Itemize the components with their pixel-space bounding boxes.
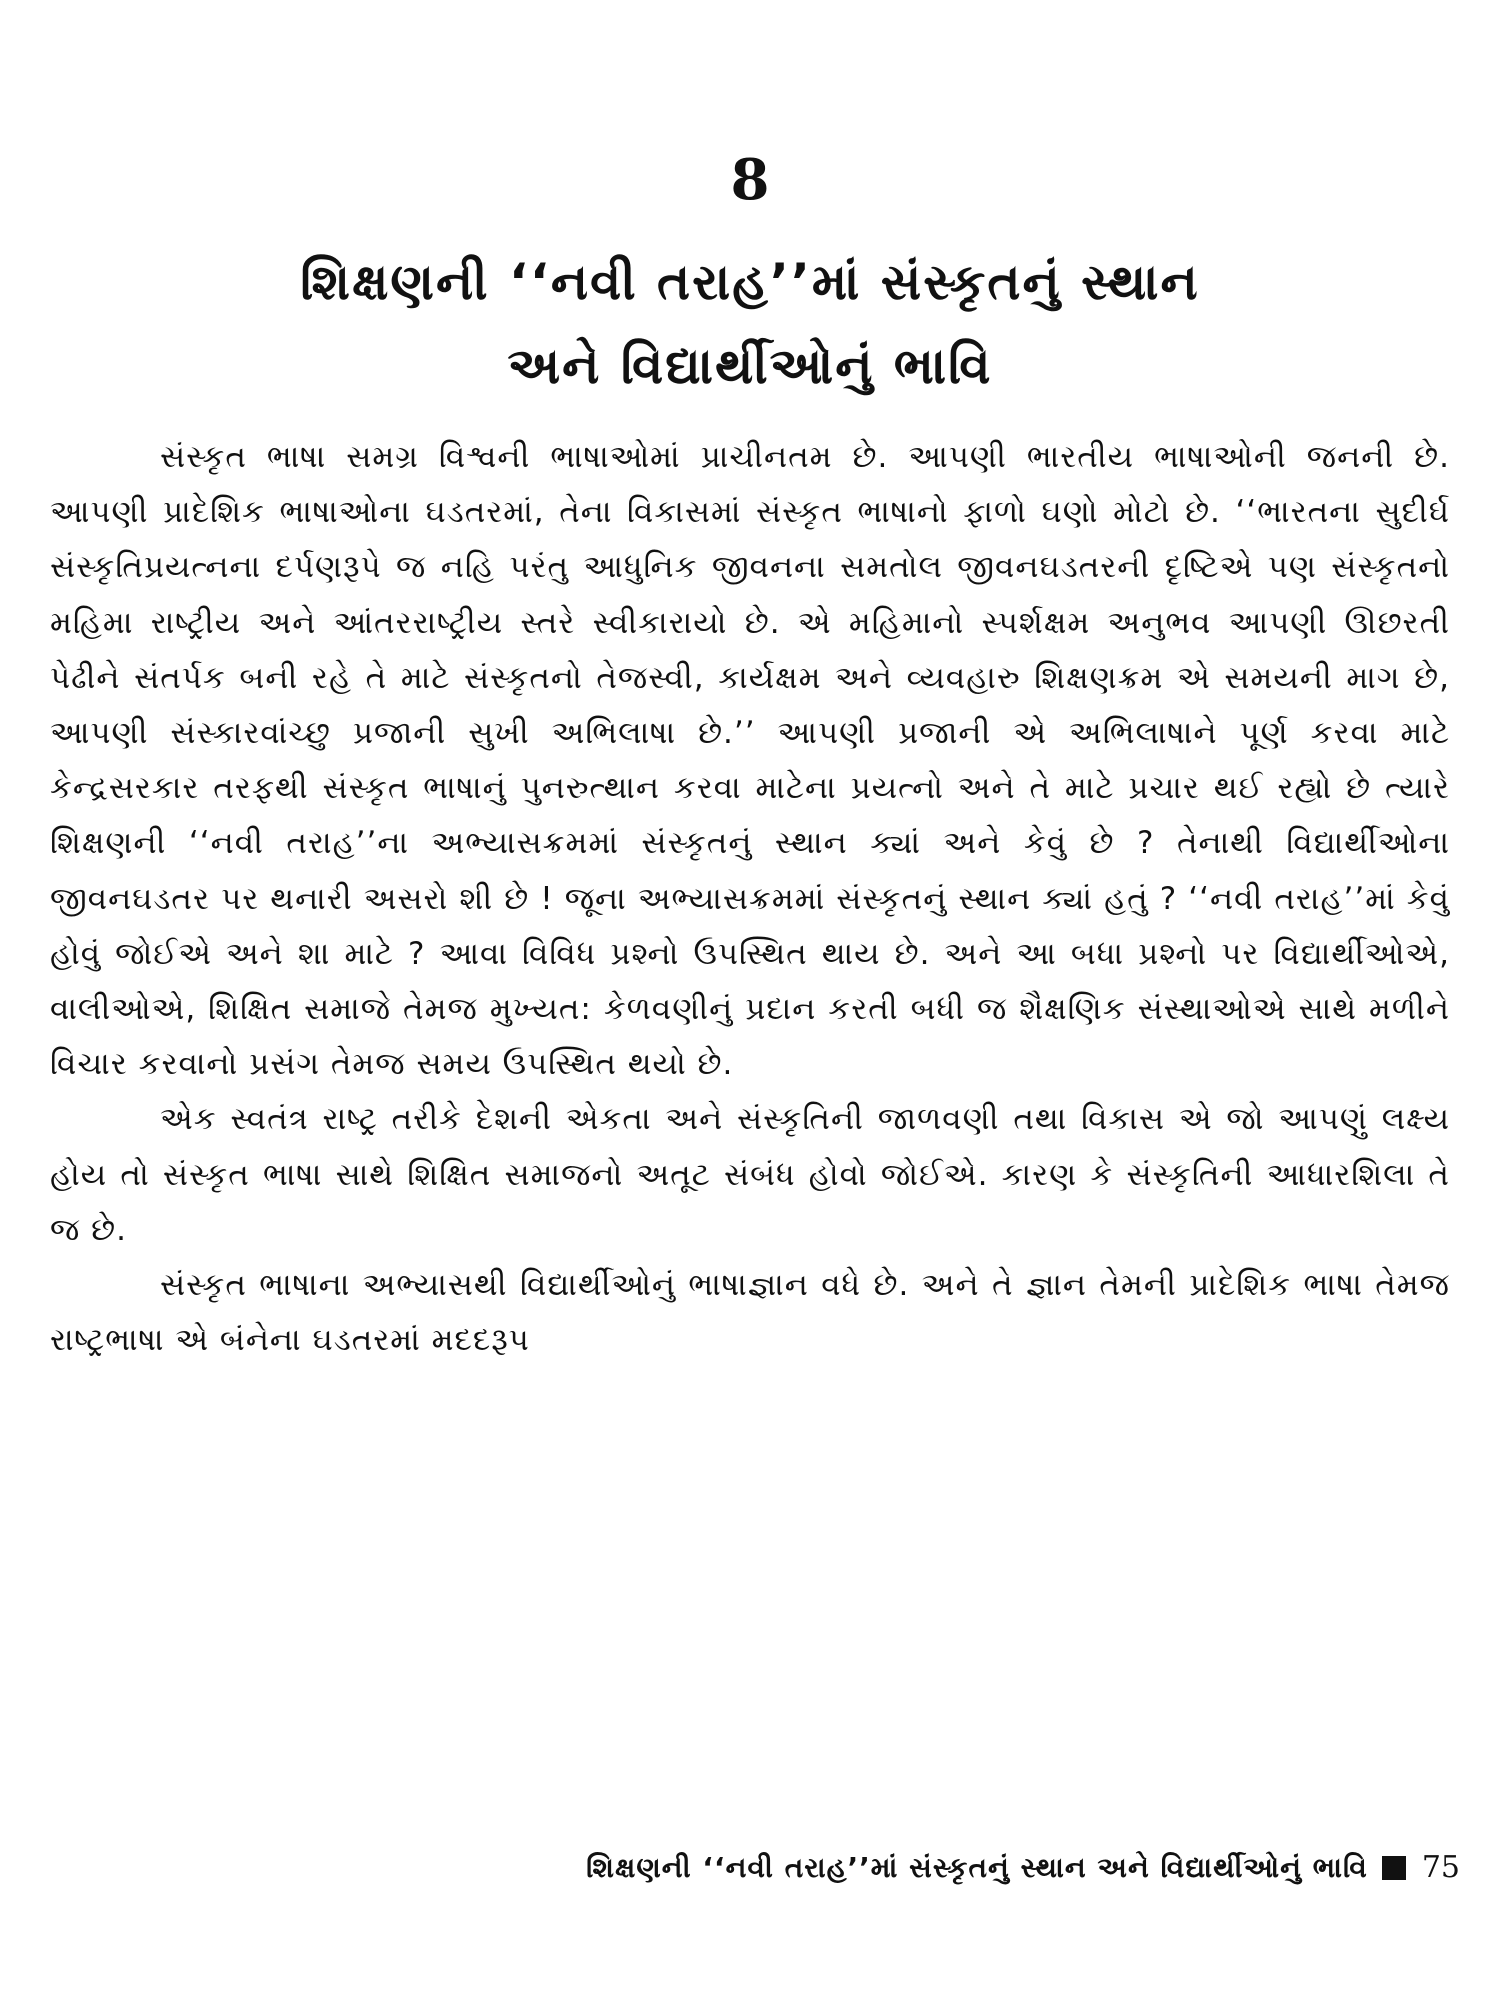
- page-number: 75: [1421, 1850, 1460, 1885]
- body-paragraph-2: એક સ્વતંત્ર રાષ્ટ્ર તરીકે દેશની એકતા અને સંસ્કૃતિની જાળવણી તથા વિકાસ એ જો આપણું લક્ષ્ય હોય તો સંસ્કૃત ભાષા સાથે શિક્ષિત સમાજનો અતૂટ સંબંધ હોવો જોઈએ. કારણ કે સંસ્કૃતિની આધારશિલા તે જ છે.: [50, 1101, 1450, 1248]
- page-footer: [120, 1848, 1460, 1888]
- chapter-number: 8: [730, 147, 770, 213]
- chapter-title-line-1: શિક્ષણની ‘‘નવી તરાહ’’માં સંસ્કૃતનું સ્થાન: [300, 253, 1200, 311]
- footer-square-icon: [1382, 1856, 1406, 1880]
- running-title: શિક્ષણની ‘‘નવી તરાહ’’માં સંસ્કૃતનું સ્થાન અને વિદ્યાર્થીઓનું ભાવિ: [586, 1851, 1368, 1884]
- chapter-title-line-2: અને વિદ્યાર્થીઓનું ભાવિ: [507, 337, 993, 395]
- body-paragraph-1: સંસ્કૃત ભાષા સમગ્ર વિશ્વની ભાષાઓમાં પ્રાચીનતમ છે. આપણી ભારતીય ભાષાઓની જનની છે. આપણી પ્રાદેશિક ભાષાઓના ઘડતરમાં, તેના વિકાસમાં સંસ્કૃત ભાષાનો ફાળો ઘણો મોટો છે. ‘‘ભારતના સુદીર્ઘ સંસ્કૃતિપ્રયત્નના દર્પણરૂપે જ નહિ પરંતુ આધુનિક જીવનના સમતોલ જીવનઘડતરની દૃષ્ટિએ પણ સંસ્કૃતનો મહિમા રાષ્ટ્રીય અને આંતરરાષ્ટ્રીય સ્તરે સ્વીકારાયો છે. એ મહિમાનો સ્પર્શક્ષમ અનુભવ આપણી ઊછરતી પેઢીને સંતર્પક બની રહે તે માટે સંસ્કૃતનો તેજસ્વી, કાર્યક્ષમ અને વ્યવહારુ શિક્ષણક્રમ એ સમયની માગ છે, આપણી સંસ્કારવાંચ્છુ પ્રજાની સુખી અભિલાષા છે.’’ આપણી પ્રજાની એ અભિલાષાને પૂર્ણ કરવા માટે કેન્દ્રસરકાર તરફથી સંસ્કૃત ભાષાનું પુનરુત્થાન કરવા માટેના પ્રયત્નો અને તે માટે પ્રચાર થઈ રહ્યો છે ત્યારે શિક્ષણની ‘‘નવી તરાહ’’ના અભ્યાસક્રમમાં સંસ્કૃતનું સ્થાન ક્યાં અને કેવું છે ? તેનાથી વિદ્યાર્થીઓના જીવનઘડતર પર થનારી અસરો શી છે ! જૂના અભ્યાસક્રમમાં સંસ્કૃતનું સ્થાન ક્યાં હતું ? ‘‘નવી તરાહ’’માં કેવું હોવું જોઈએ અને શા માટે ? આવા વિવિધ પ્રશ્નો ઉપસ્થિત થાય છે. અને આ બધા પ્રશ્નો પર વિદ્યાર્થીઓએ, વાલીઓએ, શિક્ષિત સમાજે તેમજ મુખ્યત: કેળવણીનું પ્રદાન કરતી બધી જ શૈક્ષણિક સંસ્થાઓએ સાથે મળીને વિચાર કરવાનો પ્રસંગ તેમજ સમય ઉપસ્થિત થયો છે.: [50, 439, 1450, 1083]
- body-paragraph-3: સંસ્કૃત ભાષાના અભ્યાસથી વિદ્યાર્થીઓનું ભાષાજ્ઞાન વધે છે. અને તે જ્ઞાન તેમની પ્રાદેશિક ભાષા તેમજ રાષ્ટ્રભાષા એ બંનેના ઘડતરમાં મદદરૂપ: [50, 1267, 1450, 1359]
- chapter-body: [50, 430, 1450, 1368]
- chapter-title: [80, 240, 1420, 408]
